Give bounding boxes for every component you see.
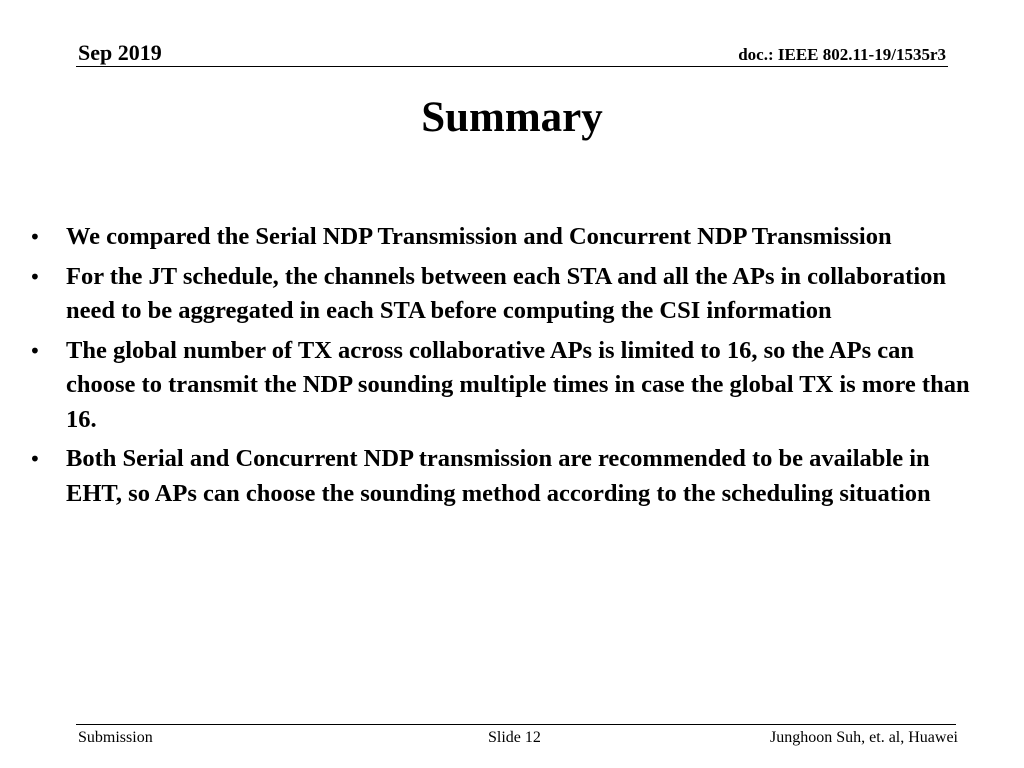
bullet-item [27,220,987,255]
bullet-text: For the JT schedule, the channels between each STA and all the APs in collaboration need to be aggregated in each STA before computing the CSI information [66,262,947,324]
bullet-list [27,220,987,516]
footer-submission: Submission [78,729,153,746]
bullet-icon: • [29,447,41,471]
slide-number: Slide 12 [488,729,541,746]
header-date: Sep 2019 [78,40,162,65]
bullet-text: Both Serial and Concurrent NDP transmission are recommended to be available in EHT, so APs can choose the sounding method according to the scheduling situation [66,445,931,507]
bullet-icon: • [29,225,41,249]
footer-divider [76,724,956,725]
header-divider [76,66,948,67]
bullet-icon: • [29,264,41,289]
bullet-text: The global number of TX across collaborative APs is limited to 16, so the APs can choose to transmit the NDP sounding multiple times in case the global TX is more than 16. [66,336,970,433]
slide-title: Summary [421,94,603,141]
footer-authors: Junghoon Suh, et. al, Huawei [770,729,958,746]
bullet-icon: • [29,338,41,363]
bullet-text: We compared the Serial NDP Transmission and Concurrent NDP Transmission [66,223,892,250]
bullet-item [27,334,987,438]
document-id: doc.: IEEE 802.11-19/1535r3 [738,45,946,64]
bullet-item [27,442,987,511]
bullet-item [27,260,987,329]
